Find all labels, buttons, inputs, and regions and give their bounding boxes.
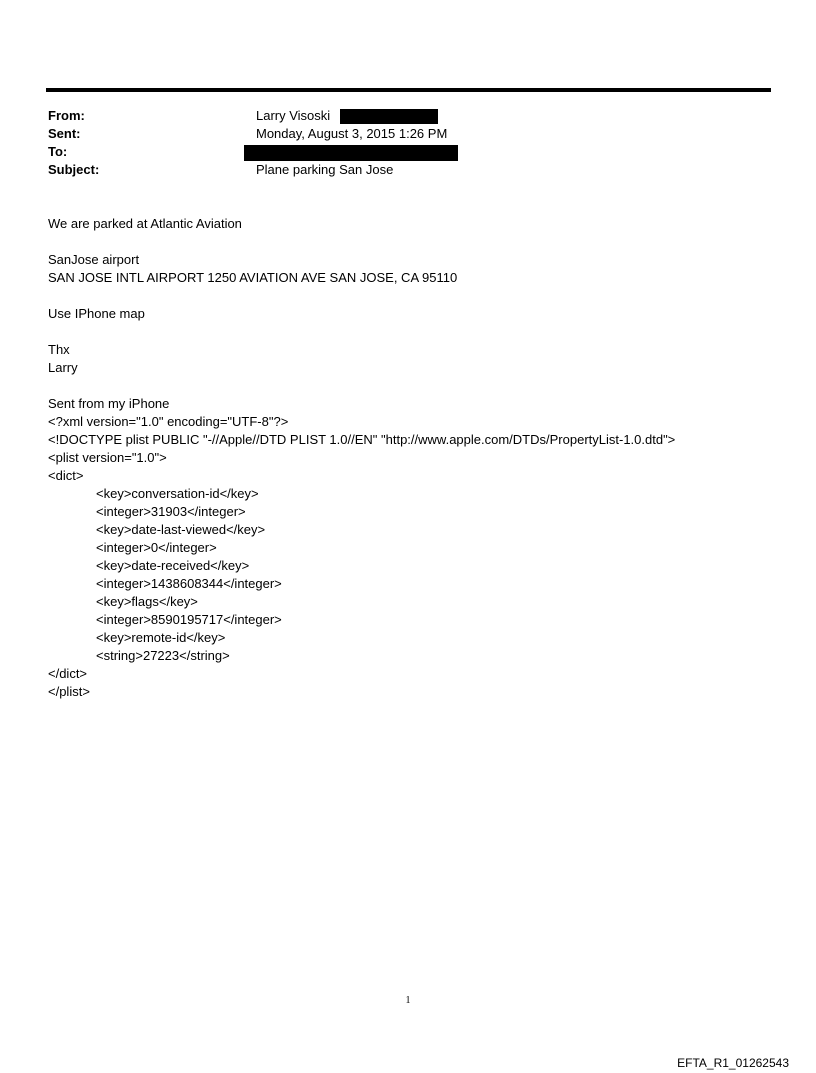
bates-number: EFTA_R1_01262543 bbox=[677, 1056, 789, 1070]
body-line: <integer>0</integer> bbox=[96, 540, 217, 555]
body-line: </plist> bbox=[48, 684, 90, 699]
body-line: <key>date-last-viewed</key> bbox=[96, 522, 266, 537]
body-line: <integer>8590195717</integer> bbox=[96, 612, 282, 627]
body-line: <dict> bbox=[48, 468, 84, 483]
from-value: Larry Visoski bbox=[256, 108, 331, 123]
body-line: <!DOCTYPE plist PUBLIC "-//Apple//DTD PLIST 1.0//EN" "http://www.apple.com/DTDs/PropertyList-1.0.dtd"> bbox=[48, 432, 676, 447]
subject-value: Plane parking San Jose bbox=[256, 162, 394, 177]
body-line: We are parked at Atlantic Aviation bbox=[48, 216, 242, 231]
redaction-bar-to bbox=[244, 145, 458, 161]
body-line: <plist version="1.0"> bbox=[48, 450, 167, 465]
to-label: To: bbox=[48, 144, 68, 159]
body-line: <key>date-received</key> bbox=[96, 558, 250, 573]
from-label: From: bbox=[48, 108, 85, 123]
body-line: SAN JOSE INTL AIRPORT 1250 AVIATION AVE SAN JOSE, CA 95110 bbox=[48, 270, 458, 285]
body-line: <integer>1438608344</integer> bbox=[96, 576, 282, 591]
body-line: </dict> bbox=[48, 666, 88, 681]
body-line: <integer>31903</integer> bbox=[96, 504, 246, 519]
body-line: <key>remote-id</key> bbox=[96, 630, 226, 645]
body-line: Larry bbox=[48, 360, 78, 375]
body-line: Use IPhone map bbox=[48, 306, 145, 321]
body-line: <key>flags</key> bbox=[96, 594, 198, 609]
sent-value: Monday, August 3, 2015 1:26 PM bbox=[256, 126, 448, 141]
redaction-bar-from bbox=[340, 109, 438, 124]
body-line: Thx bbox=[48, 342, 70, 357]
body-line: <string>27223</string> bbox=[96, 648, 230, 663]
sent-label: Sent: bbox=[48, 126, 81, 141]
body-line: Sent from my iPhone bbox=[48, 396, 170, 411]
page-number: 1 bbox=[405, 995, 411, 1006]
body-line: <key>conversation-id</key> bbox=[96, 486, 259, 501]
body-line: <?xml version="1.0" encoding="UTF-8"?> bbox=[48, 414, 289, 429]
subject-label: Subject: bbox=[48, 162, 100, 177]
header-rule bbox=[46, 88, 771, 92]
body-line: SanJose airport bbox=[48, 252, 140, 267]
